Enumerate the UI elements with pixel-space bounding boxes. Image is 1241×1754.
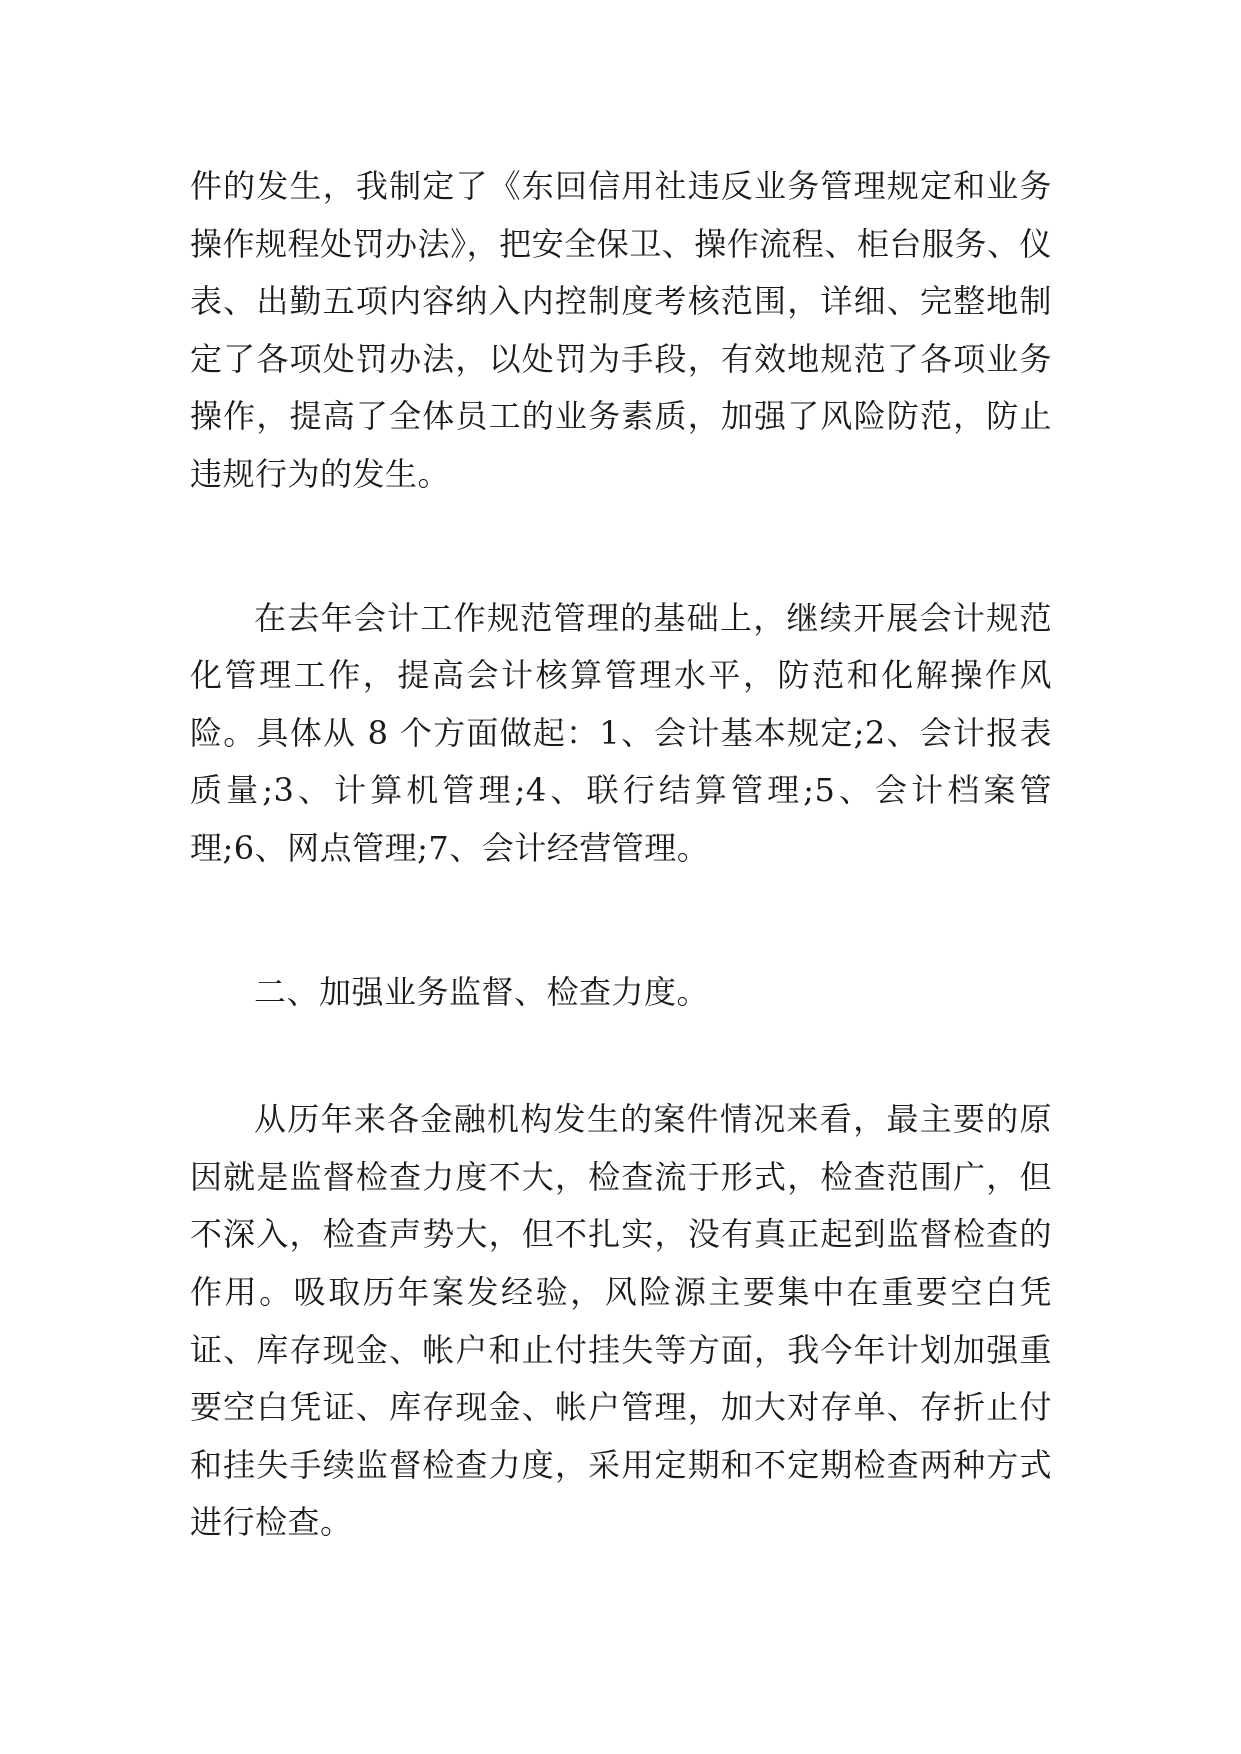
paragraph-accounting-standardization: 在去年会计工作规范管理的基础上，继续开展会计规范化管理工作，提高会计核算管理水平，防范和化解操作风险。具体从 8 个方面做起：1、会计基本规定;2、会计报表质量;3、计算机管理;4、联行结算管理;5、会计档案管理;6、网点管理;7、会计经营管理。 bbox=[190, 598, 1052, 867]
section-heading-supervision: 二、加强业务监督、检查力度。 bbox=[254, 972, 710, 1011]
document-body bbox=[190, 158, 1052, 1552]
paragraph-supervision-inspection: 从历年来各金融机构发生的案件情况来看，最主要的原因就是监督检查力度不大，检查流于形式，检查范围广，但不深入，检查声势大，但不扎实，没有真正起到监督检查的作用。吸取历年案发经验，风险源主要集中在重要空白凭证、库存现金、帐户和止付挂失等方面，我今年计划加强重要空白凭证、库存现金、帐户管理，加大对存单、存折止付和挂失手续监督检查力度，采用定期和不定期检查两种方式进行检查。 bbox=[190, 1100, 1052, 1542]
paragraph-continuation: 件的发生，我制定了《东回信用社违反业务管理规定和业务操作规程处罚办法》，把安全保卫、操作流程、柜台服务、仪表、出勤五项内容纳入内控制度考核范围，详细、完整地制定了各项处罚办法，以处罚为手段，有效地规范了各项业务操作，提高了全体员工的业务素质，加强了风险防范，防止违规行为的发生。 bbox=[190, 167, 1052, 493]
